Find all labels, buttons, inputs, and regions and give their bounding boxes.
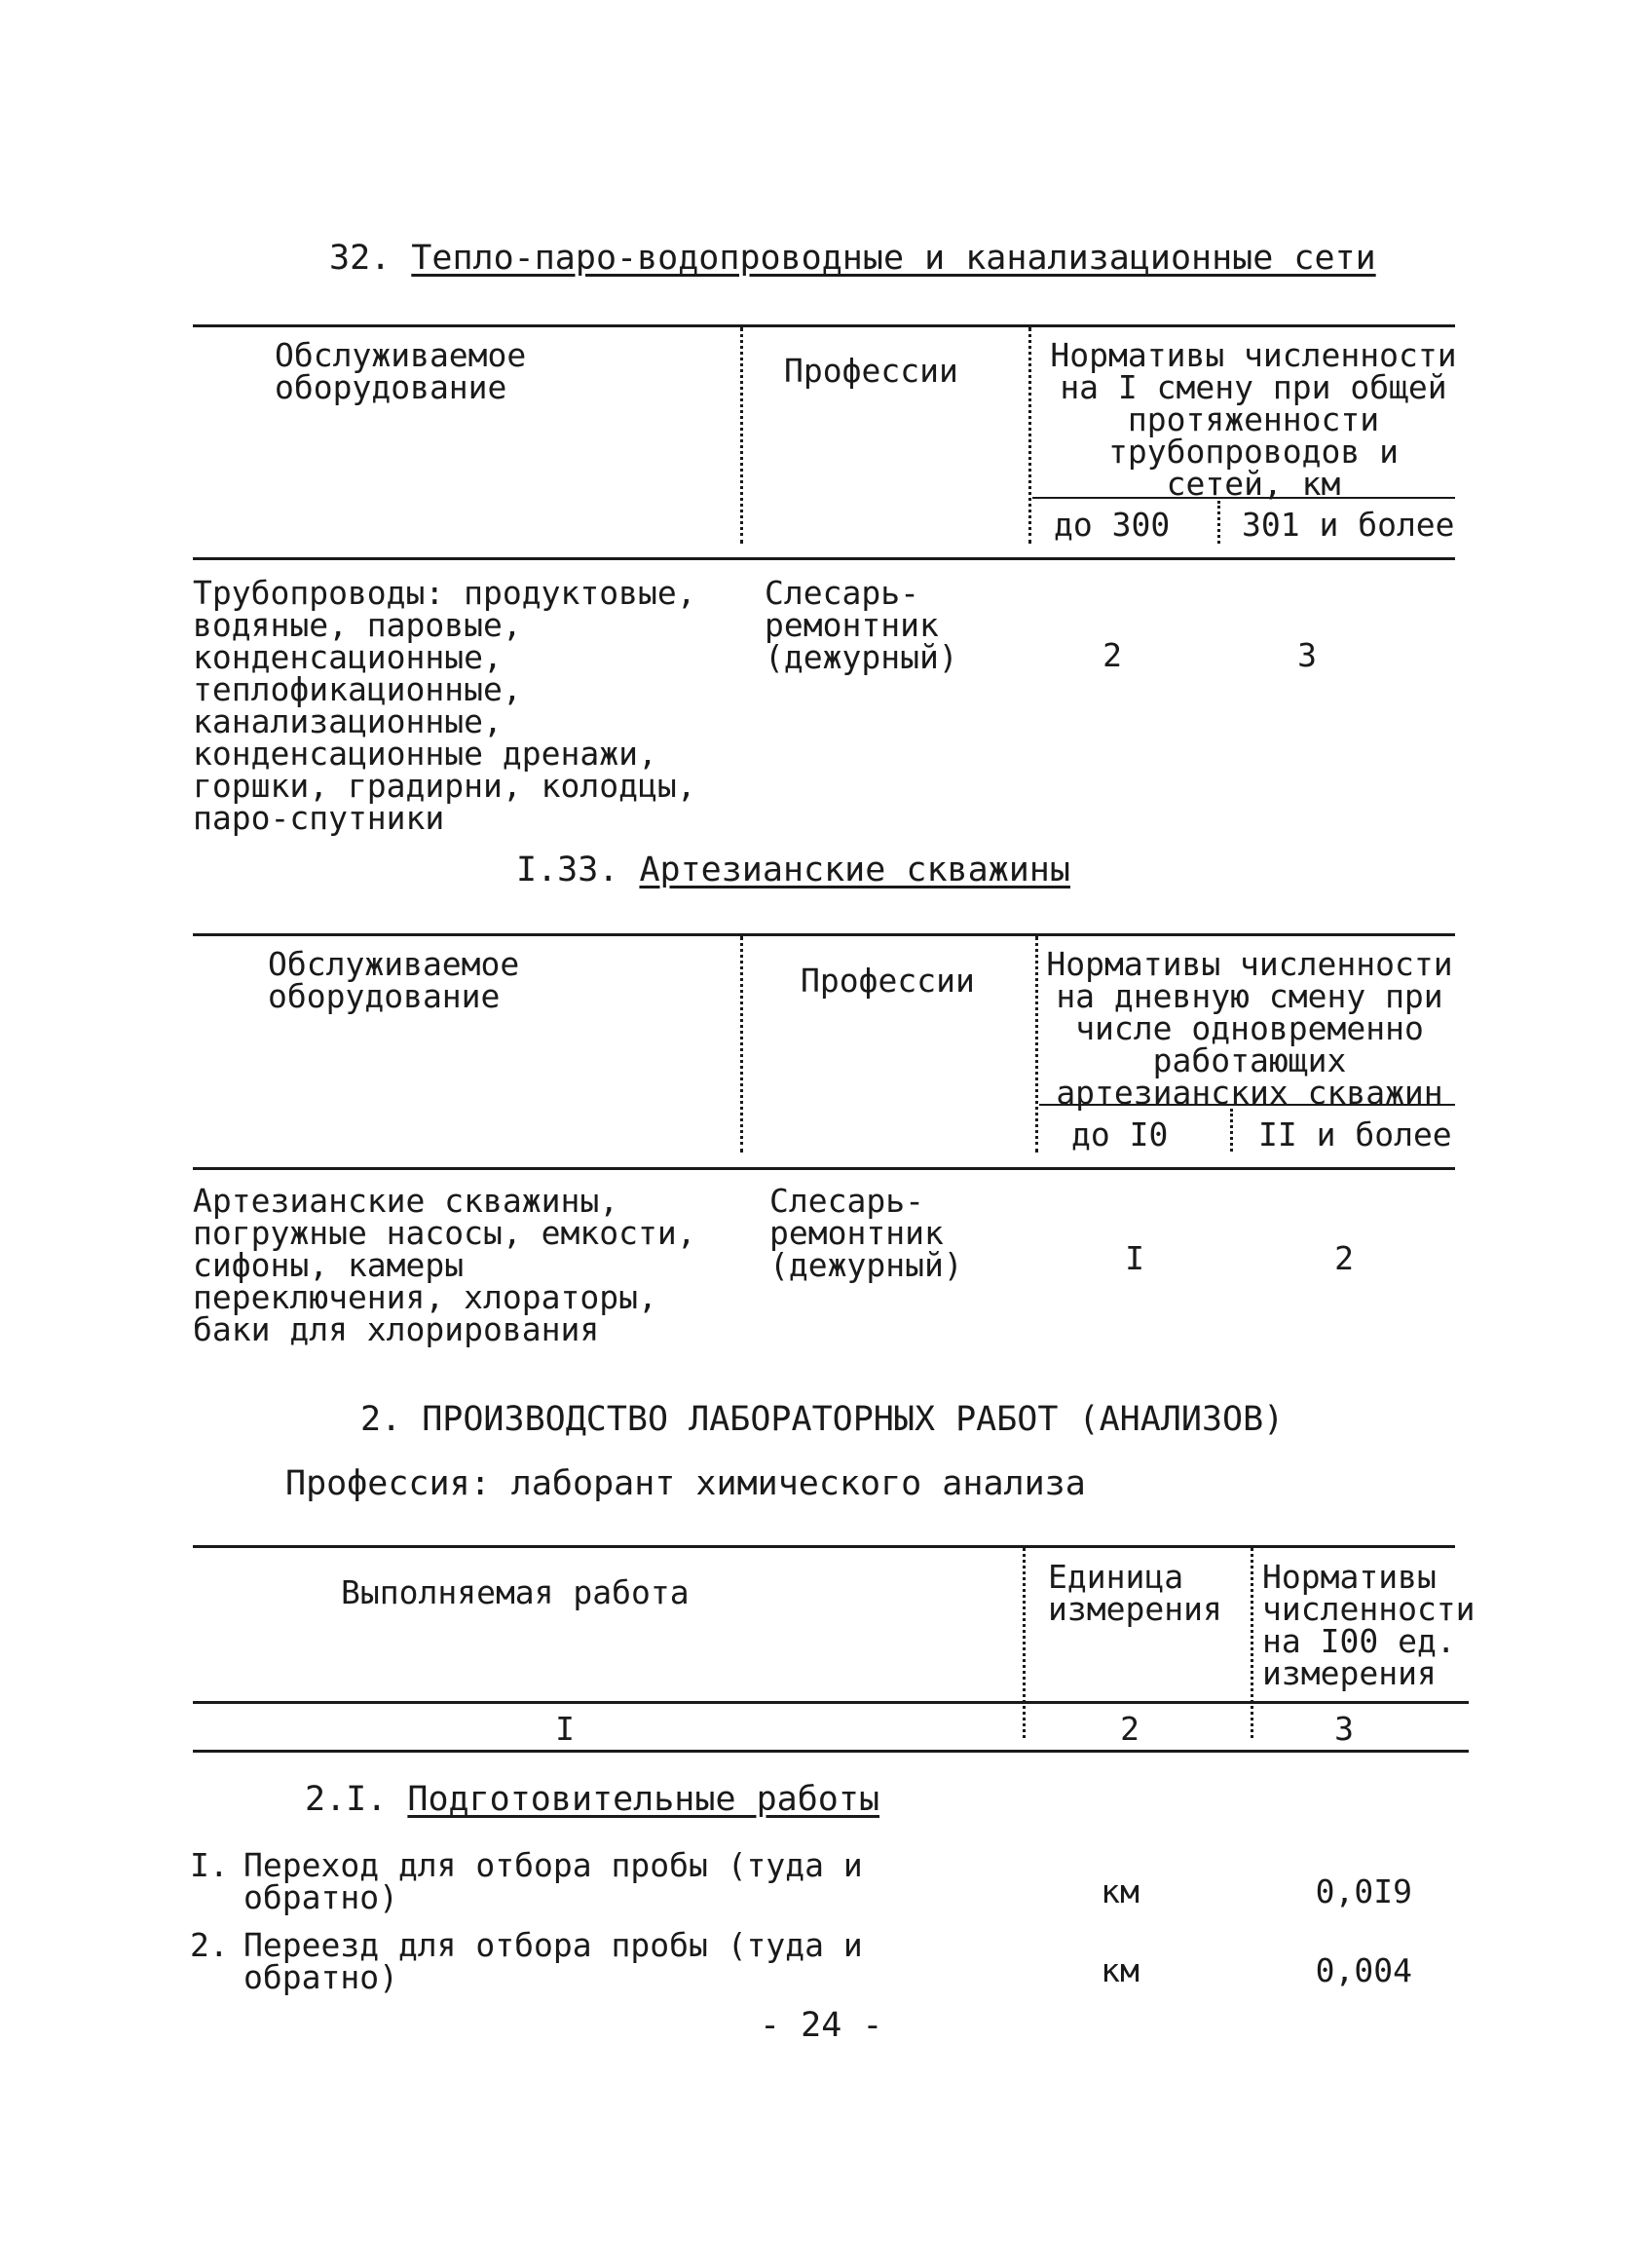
table-32-subheader-2: 301 и более bbox=[1242, 506, 1455, 544]
table-133-header-norms: Нормативы численности на дневную смену при числе одновременно работающих артезианских скважин bbox=[1046, 945, 1453, 1112]
table-32-header-norms: Нормативы численности на I смену при общей протяженности трубопроводов и сетей, км bbox=[1050, 336, 1457, 503]
list-item-unit: км bbox=[1101, 1872, 1140, 1910]
table-133-header-equipment: Обслуживаемое оборудование bbox=[268, 945, 520, 1015]
table-133-header-profession: Профессии bbox=[801, 962, 975, 1000]
table-133-row-value-1: I bbox=[1125, 1239, 1144, 1277]
table-2-col-divider-2 bbox=[1251, 1548, 1253, 1738]
table-32-subheader-1: до 300 bbox=[1054, 506, 1171, 544]
list-item-number: I. bbox=[190, 1846, 229, 1884]
table-2-header-rule bbox=[193, 1701, 1469, 1704]
table-133-row-equipment: Артезианские скважины, погружные насосы, емкости, сифоны, камеры переключения, хлораторы, баки для хлорирования bbox=[193, 1182, 696, 1348]
table-32-header-profession: Профессии bbox=[784, 352, 958, 390]
section-133-title-text: Артезианские скважины bbox=[639, 850, 1070, 889]
subsection-2-1-number: 2.I. bbox=[305, 1780, 388, 1819]
table-32-subheader-divider bbox=[1217, 501, 1220, 544]
table-2-header-norm: Нормативы численности на I00 ед. измерения bbox=[1262, 1558, 1476, 1692]
section-2-heading: 2. ПРОИЗВОДСТВО ЛАБОРАТОРНЫХ РАБОТ (АНАЛИЗОВ) bbox=[360, 1400, 1285, 1439]
list-item-text: Переезд для отбора пробы (туда и обратно) bbox=[243, 1926, 863, 1996]
table-2-colnum-3: 3 bbox=[1334, 1710, 1354, 1748]
table-133-subheader-divider bbox=[1230, 1109, 1233, 1152]
section-133-number: I.33. bbox=[516, 850, 619, 889]
table-32-subheader-rule bbox=[1032, 497, 1455, 499]
table-32-top-rule bbox=[193, 324, 1455, 327]
table-32-col-divider-1 bbox=[740, 327, 743, 544]
table-133-col-divider-2 bbox=[1035, 936, 1038, 1153]
table-2-colnum-1: I bbox=[555, 1710, 575, 1748]
list-item-value: 0,0I9 bbox=[1315, 1872, 1412, 1910]
table-2-col-divider-1 bbox=[1023, 1548, 1026, 1738]
table-2-colnum-bottom-rule bbox=[193, 1750, 1469, 1753]
table-32-row-value-1: 2 bbox=[1102, 636, 1122, 674]
table-133-subheader-rule bbox=[1039, 1104, 1455, 1106]
section-133-title bbox=[516, 850, 1070, 889]
table-2-header-unit: Единица измерения bbox=[1048, 1558, 1222, 1628]
list-item-unit: км bbox=[1101, 1951, 1140, 1989]
section-32-title-text: Тепло-паро-водопроводные и канализационные сети bbox=[411, 239, 1376, 278]
table-32-row-profession: Слесарь-ремонтник (дежурный) bbox=[765, 574, 958, 676]
section-32-title bbox=[329, 239, 1376, 278]
table-133-col-divider-1 bbox=[740, 936, 743, 1153]
table-133-row-value-2: 2 bbox=[1334, 1239, 1354, 1277]
table-133-top-rule bbox=[193, 933, 1455, 936]
page-number: - 24 - bbox=[760, 2006, 883, 2045]
table-32-row-equipment: Трубопроводы: продуктовые, водяные, паровые, конденсационные, теплофикационные, канализационные, конденсационные дренажи, горшки, градирни, колодцы, паро-спутники bbox=[193, 574, 696, 837]
list-item-value: 0,004 bbox=[1315, 1951, 1412, 1989]
subsection-2-1-title-text: Подготовительные работы bbox=[407, 1780, 880, 1819]
table-2-header-work: Выполняемая работа bbox=[341, 1573, 690, 1611]
table-32-header-bottom-rule bbox=[193, 557, 1455, 560]
table-133-row-profession: Слесарь-ремонтник (дежурный) bbox=[769, 1182, 963, 1284]
table-32-col-divider-2 bbox=[1028, 327, 1031, 544]
list-item-number: 2. bbox=[190, 1926, 229, 1964]
table-32-header-equipment: Обслуживаемое оборудование bbox=[275, 336, 527, 406]
table-2-top-rule bbox=[193, 1545, 1455, 1548]
list-item-text: Переход для отбора пробы (туда и обратно) bbox=[243, 1846, 863, 1916]
table-133-header-bottom-rule bbox=[193, 1167, 1455, 1170]
table-2-colnum-2: 2 bbox=[1120, 1710, 1140, 1748]
table-32-row-value-2: 3 bbox=[1297, 636, 1317, 674]
section-2-profession-line: Профессия: лаборант химического анализа bbox=[285, 1464, 1086, 1503]
subsection-2-1-title bbox=[305, 1780, 880, 1819]
table-133-subheader-2: II и более bbox=[1258, 1115, 1452, 1153]
table-133-subheader-1: до I0 bbox=[1071, 1115, 1169, 1153]
section-32-number: 32. bbox=[329, 239, 392, 278]
